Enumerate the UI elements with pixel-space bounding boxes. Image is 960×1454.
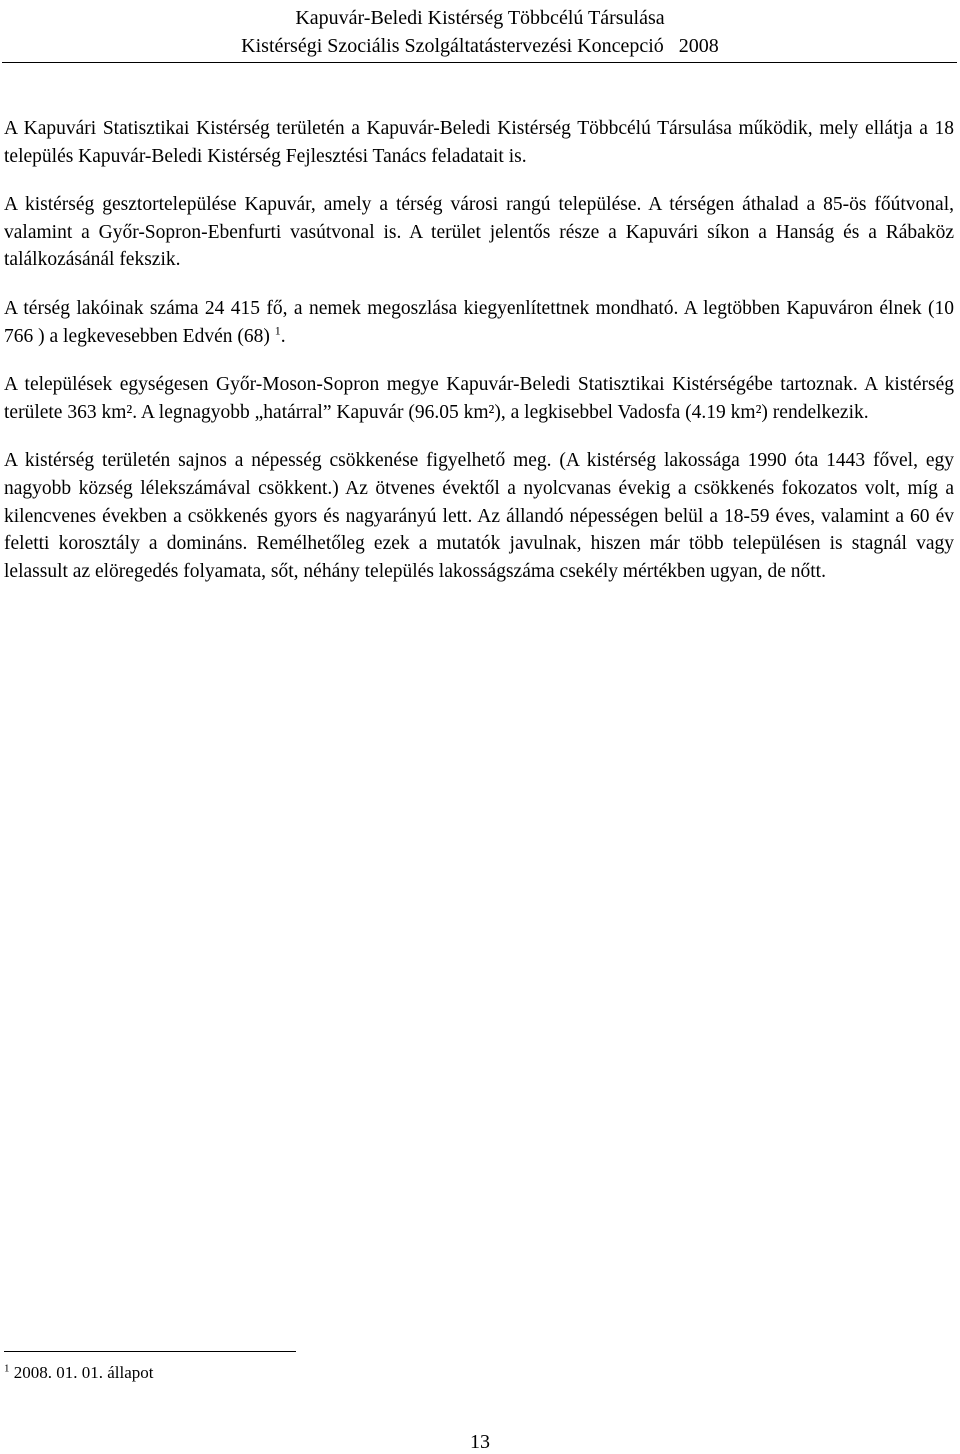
header-subtitle: Kistérségi Szociális Szolgáltatástervezési Koncepció 2008 xyxy=(241,35,719,57)
header-title: Kapuvár-Beledi Kistérség Többcélú Társulása xyxy=(295,7,665,29)
header-rule xyxy=(2,62,957,63)
footnote-text: 2008. 01. 01. állapot xyxy=(9,1363,154,1382)
paragraph-1: A Kapuvári Statisztikai Kistérség területén a Kapuvár-Beledi Kistérség Többcélú Társulása működik, mely ellátja a 18 település Kapuvár-Beledi Kistérség Fejlesztési Tanács feladatait is. xyxy=(4,118,954,167)
footnote-reference[interactable]: 1 xyxy=(274,323,281,338)
paragraph-4: A települések egységesen Győr-Moson-Sopron megye Kapuvár-Beledi Statisztikai Kistérségébe tartoznak. A kistérség területe 363 km². A legnagyobb „határral” Kapuvár (96.05 km²), a legkisebbel Vadosfa (4.19 km²) rendelkezik. xyxy=(4,374,954,423)
page-number: 13 xyxy=(470,1431,490,1453)
page-header xyxy=(0,4,960,60)
document-body xyxy=(4,115,954,606)
paragraph-3-end: . xyxy=(280,325,286,347)
paragraph-5: A kistérség területén sajnos a népesség csökkenése figyelhető meg. (A kistérség lakossága 1990 óta 1443 fővel, egy nagyobb község lélekszámával csökkent.) Az ötvenes évektől a nyolcvanas évekig a csökkenés fokozatos volt, míg a kilencvenes években a csökkenés gyors és nagyarányú lett. Az állandó népességen belül a 18-59 éves, valamint a 60 év feletti korosztály a domináns. Remélhetőleg ezek a mutatók javulnak, hiszen már több településen is stagnál vagy lelassult az elöregedés folyamata, sőt, néhány település lakosságszáma csekély mértékben ugyan, de nőtt. xyxy=(4,450,954,582)
paragraph-3 xyxy=(4,295,954,350)
paragraph-3-text: A térség lakóinak száma 24 415 fő, a nemek megoszlása kiegyenlítettnek mondható. A legtöbben Kapuváron élnek (10 766 ) a legkevesebben Edvén (68) xyxy=(4,297,954,347)
footnote xyxy=(4,1362,154,1384)
footnote-marker: 1 xyxy=(4,1362,10,1375)
paragraph-2: A kistérség gesztortelepülése Kapuvár, amely a térség városi rangú települése. A térségen áthalad a 85-ös főútvonal, valamint a Győr-Sopron-Ebenfurti vasútvonal is. A terület jelentős része a Kapuvári síkon a Hanság és a Rábaköz találkozásánál fekszik. xyxy=(4,194,954,271)
footnote-separator xyxy=(4,1351,296,1352)
